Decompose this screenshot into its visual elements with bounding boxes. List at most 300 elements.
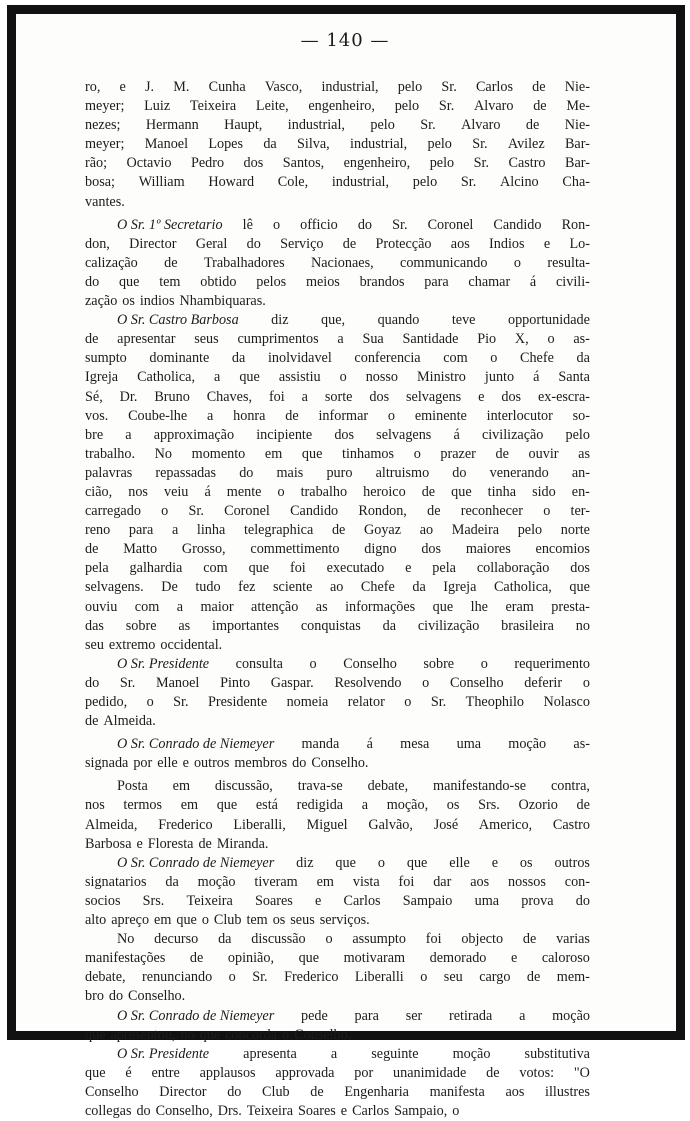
word: dos bbox=[243, 155, 264, 172]
word: No bbox=[154, 445, 173, 462]
paragraph bbox=[85, 1045, 590, 1121]
word: fez bbox=[238, 579, 256, 596]
word: e bbox=[510, 950, 518, 967]
word: Conselho bbox=[85, 1083, 139, 1100]
word: dar bbox=[433, 873, 452, 890]
word: demorado bbox=[429, 950, 487, 967]
word: termos bbox=[123, 797, 163, 814]
word: Teixeira bbox=[186, 892, 233, 909]
word: está bbox=[255, 797, 278, 814]
word: o bbox=[547, 331, 555, 348]
word: Sé, bbox=[85, 388, 103, 405]
word: tinha bbox=[487, 483, 517, 500]
word: Igreja bbox=[85, 369, 119, 386]
word: mesa bbox=[400, 736, 430, 753]
word: maiores bbox=[465, 541, 511, 558]
word: Sr. bbox=[173, 694, 189, 710]
word: nezes; bbox=[85, 117, 121, 134]
word: Cha- bbox=[562, 174, 590, 191]
word: que, bbox=[321, 312, 346, 329]
word: Sr. bbox=[188, 503, 204, 520]
text-line bbox=[85, 968, 590, 987]
word: pela bbox=[85, 560, 109, 577]
text-line bbox=[85, 835, 590, 854]
text-line bbox=[85, 598, 590, 617]
word: brasileira bbox=[501, 617, 554, 634]
text-line bbox=[85, 1026, 590, 1045]
text-line bbox=[85, 193, 590, 212]
word: resulta- bbox=[547, 254, 590, 271]
word: de bbox=[85, 331, 99, 348]
word: o bbox=[452, 1102, 460, 1119]
text-line bbox=[85, 712, 590, 731]
word: Pinto bbox=[220, 674, 251, 691]
word: Castro bbox=[508, 155, 546, 172]
word: mem- bbox=[556, 969, 590, 986]
word: vantes. bbox=[85, 193, 125, 210]
word: de bbox=[421, 483, 436, 500]
word: seus bbox=[194, 331, 219, 348]
word: signatarios bbox=[85, 873, 147, 890]
word: elle bbox=[449, 854, 470, 871]
word: obtido bbox=[200, 273, 237, 290]
word: a bbox=[330, 1045, 338, 1062]
word: que bbox=[216, 797, 238, 814]
word: telegraphica bbox=[243, 522, 314, 539]
word: renunciando bbox=[142, 969, 213, 986]
word: industrial, bbox=[321, 79, 379, 95]
word: seus bbox=[290, 912, 315, 929]
word: em bbox=[154, 912, 172, 929]
text-line bbox=[85, 116, 590, 135]
word: de bbox=[189, 950, 204, 967]
text-line bbox=[85, 1064, 590, 1083]
word: votos: bbox=[519, 1064, 555, 1081]
word: de bbox=[164, 254, 178, 271]
word: Gaspar. bbox=[270, 674, 314, 691]
word: Ron- bbox=[561, 216, 590, 233]
text-line bbox=[85, 483, 590, 502]
word: pelo bbox=[397, 79, 423, 95]
word: Silva, bbox=[297, 136, 330, 153]
word: Frederico bbox=[284, 969, 339, 986]
word: Conselho. bbox=[294, 1026, 352, 1043]
word: eminente bbox=[414, 407, 467, 424]
word: rão; bbox=[85, 155, 108, 172]
speaker-name: O Sr. Conrado de Niemeyer bbox=[117, 736, 275, 753]
word: caloroso bbox=[541, 950, 590, 967]
word: o bbox=[582, 674, 590, 691]
word: opinião, bbox=[227, 950, 274, 967]
text-line bbox=[85, 78, 590, 97]
word: Sr. bbox=[438, 98, 455, 115]
paragraph bbox=[85, 854, 590, 930]
word: de bbox=[85, 541, 99, 558]
word: a bbox=[125, 426, 132, 443]
word: selvagens bbox=[376, 426, 432, 443]
word: relator bbox=[347, 694, 385, 710]
word: opportunidade bbox=[507, 312, 590, 329]
word: o bbox=[404, 694, 412, 710]
word: ao bbox=[329, 579, 344, 596]
word: do bbox=[85, 674, 100, 691]
word: as bbox=[578, 445, 590, 462]
word: Miguel bbox=[306, 816, 348, 833]
word: Sua bbox=[362, 331, 384, 348]
word: o bbox=[413, 445, 421, 462]
word: retirada bbox=[449, 1007, 493, 1024]
word: Serviço bbox=[280, 235, 324, 252]
word: Cole, bbox=[277, 174, 309, 191]
word: que bbox=[248, 560, 270, 577]
word: Coronel bbox=[224, 503, 270, 520]
word: Leite, bbox=[255, 98, 289, 115]
word: vos. bbox=[85, 407, 109, 424]
word: reno bbox=[85, 522, 111, 539]
word: da bbox=[382, 617, 396, 634]
word: Ozorio bbox=[518, 797, 558, 814]
word: Teixeira bbox=[189, 98, 237, 115]
word: as- bbox=[573, 331, 590, 348]
word: vista bbox=[352, 873, 380, 890]
word: Hermann bbox=[145, 117, 199, 134]
word: Alvaro bbox=[474, 98, 514, 115]
word: inolvidavel bbox=[267, 350, 332, 367]
text-line bbox=[85, 330, 590, 349]
word: á bbox=[453, 426, 460, 443]
word: moção bbox=[552, 1007, 590, 1024]
word: Nie- bbox=[564, 117, 590, 134]
word: Castro bbox=[552, 816, 590, 833]
word: foi bbox=[398, 873, 415, 890]
word: ouvir bbox=[528, 445, 559, 462]
word: ter- bbox=[570, 503, 590, 520]
word: do bbox=[108, 988, 124, 1005]
word: em bbox=[264, 445, 283, 462]
word: signada bbox=[85, 755, 129, 772]
word: sobre bbox=[423, 655, 455, 672]
word: Chefe bbox=[520, 350, 554, 367]
word: a bbox=[207, 407, 214, 424]
paragraph bbox=[85, 777, 590, 853]
word: Rondon, bbox=[358, 503, 407, 520]
word: assumpto bbox=[352, 931, 406, 948]
word: trabalho. bbox=[85, 445, 136, 462]
word: deferir bbox=[524, 674, 563, 691]
word: contra, bbox=[550, 778, 590, 795]
word: civilização bbox=[481, 426, 544, 443]
word: por bbox=[354, 1064, 374, 1081]
word: pelo bbox=[412, 174, 438, 191]
word: de bbox=[342, 235, 357, 252]
word: Barbosa bbox=[85, 835, 132, 852]
word: Conselho bbox=[449, 674, 504, 691]
text-line bbox=[85, 292, 590, 311]
word: manifesta bbox=[429, 1083, 485, 1100]
word: Sr. bbox=[441, 79, 457, 95]
word: do bbox=[227, 1083, 242, 1100]
word: nos bbox=[128, 483, 148, 500]
word: dos bbox=[570, 560, 590, 577]
word: informar bbox=[318, 407, 369, 424]
word: calização bbox=[85, 254, 138, 271]
word: sobre bbox=[125, 617, 157, 634]
word: J. bbox=[145, 79, 155, 95]
word: prova bbox=[521, 892, 554, 909]
word: de bbox=[526, 969, 541, 986]
word: Miranda. bbox=[216, 835, 269, 852]
word: em bbox=[316, 873, 334, 890]
word: carregado bbox=[85, 503, 141, 520]
word: selvagens bbox=[406, 388, 462, 405]
word: Geral bbox=[195, 235, 228, 252]
word: seu bbox=[85, 636, 104, 653]
word: da bbox=[231, 350, 246, 367]
word: chamar bbox=[468, 273, 511, 290]
word: do bbox=[452, 464, 467, 481]
text-line bbox=[85, 464, 590, 483]
word: Conselho. bbox=[311, 755, 369, 772]
word: Catholica, bbox=[137, 369, 196, 386]
word: pelo bbox=[565, 426, 590, 443]
word: os bbox=[272, 912, 286, 929]
word: o bbox=[325, 931, 333, 948]
word: Liberalli bbox=[354, 969, 404, 986]
text-line bbox=[85, 1102, 590, 1121]
word: dominante bbox=[149, 350, 210, 367]
word: em bbox=[180, 797, 199, 814]
word: dos bbox=[369, 388, 390, 405]
word: Americo, bbox=[478, 816, 533, 833]
word: cargo bbox=[479, 969, 511, 986]
word: tinhamos bbox=[342, 445, 395, 462]
word: com bbox=[134, 598, 160, 615]
word: meyer; bbox=[85, 98, 125, 115]
word: officio bbox=[300, 216, 338, 233]
text-line bbox=[85, 949, 590, 968]
word: de bbox=[525, 117, 540, 134]
word: nosso bbox=[365, 369, 399, 386]
word: a bbox=[301, 388, 308, 405]
word: Nie- bbox=[564, 79, 590, 95]
word: objecto bbox=[461, 931, 504, 948]
word: no bbox=[180, 1026, 195, 1043]
text-line bbox=[85, 735, 590, 754]
word: mente bbox=[226, 483, 262, 500]
word: tudo bbox=[195, 579, 221, 596]
word: Presidente bbox=[208, 694, 268, 710]
word: maior bbox=[200, 598, 234, 615]
word: o bbox=[543, 503, 551, 520]
text-line bbox=[85, 892, 590, 911]
word: galhardia bbox=[129, 560, 183, 577]
word: serviços. bbox=[319, 912, 370, 929]
word: que bbox=[199, 1026, 221, 1043]
word: commettimento bbox=[250, 541, 340, 558]
word: do bbox=[246, 235, 261, 252]
word: o bbox=[339, 369, 347, 386]
text-line bbox=[85, 777, 590, 796]
word: Haupt, bbox=[224, 117, 263, 134]
word: Srs. bbox=[142, 892, 165, 909]
word: Nhambiquaras. bbox=[179, 293, 266, 310]
word: Theophilo bbox=[465, 694, 524, 710]
word: á bbox=[366, 736, 373, 753]
word: o bbox=[228, 969, 236, 986]
word: teve bbox=[451, 312, 476, 329]
word: a bbox=[519, 1007, 526, 1024]
word: varias bbox=[556, 931, 590, 948]
word: Vasco, bbox=[264, 79, 303, 95]
word: Conselho bbox=[343, 655, 397, 672]
word: approximação bbox=[153, 426, 235, 443]
word: que bbox=[118, 273, 140, 290]
word: que bbox=[239, 369, 260, 386]
word: industrial, bbox=[287, 117, 345, 134]
word: do bbox=[357, 216, 373, 233]
word: á bbox=[529, 273, 537, 290]
word: puro bbox=[326, 464, 353, 481]
word: Trabalhadores bbox=[203, 254, 285, 271]
word: substitutiva bbox=[524, 1045, 590, 1062]
word: moção bbox=[197, 873, 236, 890]
word: que bbox=[451, 483, 472, 500]
word: á bbox=[533, 369, 540, 386]
document-body bbox=[85, 78, 590, 1121]
word: por bbox=[133, 755, 153, 772]
word: mais bbox=[276, 464, 304, 481]
word: illustres bbox=[545, 1083, 590, 1100]
word: debate, bbox=[367, 778, 409, 795]
word: approvada bbox=[275, 1064, 335, 1081]
word: communicando bbox=[400, 254, 488, 271]
word: informações bbox=[345, 598, 416, 615]
text-line bbox=[85, 1083, 590, 1102]
word: applausos bbox=[199, 1064, 256, 1081]
word: dos bbox=[501, 388, 522, 405]
word: que bbox=[85, 1064, 106, 1081]
word: tem bbox=[246, 912, 268, 929]
word: foi bbox=[425, 931, 442, 948]
text-line bbox=[85, 636, 590, 655]
word: Matto bbox=[123, 541, 158, 558]
word: Avilez bbox=[507, 136, 545, 153]
word: membros bbox=[234, 755, 288, 772]
word: Nacionaes, bbox=[311, 254, 374, 271]
word: de bbox=[285, 407, 299, 424]
word: civili- bbox=[555, 273, 590, 290]
word: e bbox=[478, 388, 485, 405]
word: Bruno bbox=[154, 388, 190, 405]
word: bosa; bbox=[85, 174, 115, 191]
word: Conselho. bbox=[128, 988, 186, 1005]
word: "O bbox=[573, 1064, 590, 1081]
word: manda bbox=[301, 736, 340, 753]
text-line bbox=[85, 502, 590, 521]
word: de bbox=[331, 522, 346, 539]
word: zação bbox=[85, 293, 118, 310]
word: Pio bbox=[477, 331, 497, 348]
word: do bbox=[85, 273, 100, 290]
word: o bbox=[480, 655, 488, 672]
word: discussão, bbox=[214, 778, 273, 795]
word: seu bbox=[443, 969, 463, 986]
word: apresentou, bbox=[110, 1026, 176, 1043]
text-line bbox=[85, 97, 590, 116]
word: o bbox=[387, 407, 396, 424]
word: Floresta bbox=[147, 835, 194, 852]
word: de bbox=[533, 98, 547, 115]
word: extremo bbox=[108, 636, 156, 653]
word: concorda bbox=[225, 1026, 278, 1043]
word: Sr. bbox=[473, 155, 489, 172]
text-line bbox=[85, 674, 590, 693]
word: No bbox=[117, 931, 135, 948]
word: incipiente bbox=[256, 426, 313, 443]
word: Galvão, bbox=[368, 816, 413, 833]
word: veiu bbox=[163, 483, 189, 500]
word: pelo bbox=[370, 117, 395, 134]
word: De bbox=[161, 579, 178, 596]
word: motivaram bbox=[343, 950, 406, 967]
word: debate, bbox=[85, 969, 126, 986]
word: do bbox=[239, 464, 254, 481]
word: de bbox=[310, 1083, 324, 1100]
word: e bbox=[136, 835, 143, 852]
word: Almeida, bbox=[85, 816, 138, 833]
word: os bbox=[446, 797, 460, 814]
text-line bbox=[85, 349, 590, 368]
word: Soares bbox=[298, 1102, 336, 1119]
word: Bar- bbox=[565, 155, 590, 172]
text-line bbox=[85, 388, 590, 407]
word: foi bbox=[289, 560, 306, 577]
word: Howard bbox=[208, 174, 255, 191]
word: lê bbox=[242, 216, 253, 233]
word: para bbox=[424, 273, 449, 290]
word: Madeira bbox=[451, 522, 500, 539]
word: á bbox=[204, 483, 211, 500]
text-line bbox=[85, 368, 590, 387]
text-line bbox=[85, 578, 590, 597]
word: Director bbox=[129, 235, 177, 252]
word: Almeida. bbox=[103, 713, 156, 730]
word: e bbox=[491, 854, 498, 871]
word: do bbox=[575, 892, 590, 909]
text-line bbox=[85, 445, 590, 464]
word: a bbox=[171, 522, 179, 539]
speaker-name: O Sr. Castro Barbosa bbox=[117, 312, 239, 329]
word: Goyaz bbox=[364, 522, 402, 539]
word: Sampaio bbox=[402, 892, 453, 909]
text-line bbox=[85, 135, 590, 154]
word: ex-escra- bbox=[538, 388, 590, 405]
text-line bbox=[85, 1007, 590, 1026]
word: a bbox=[214, 369, 221, 386]
word: elle bbox=[157, 755, 178, 772]
word: Santos, bbox=[282, 155, 325, 172]
word: apreço bbox=[111, 912, 150, 929]
word: industrial, bbox=[350, 136, 408, 153]
word: occidental. bbox=[160, 636, 223, 653]
word: don, bbox=[85, 235, 110, 252]
word: de bbox=[198, 835, 212, 852]
text-line bbox=[85, 173, 590, 192]
word: diz bbox=[271, 312, 289, 329]
word: con- bbox=[564, 873, 590, 890]
word: Club bbox=[213, 912, 242, 929]
word: pedido, bbox=[85, 694, 128, 710]
